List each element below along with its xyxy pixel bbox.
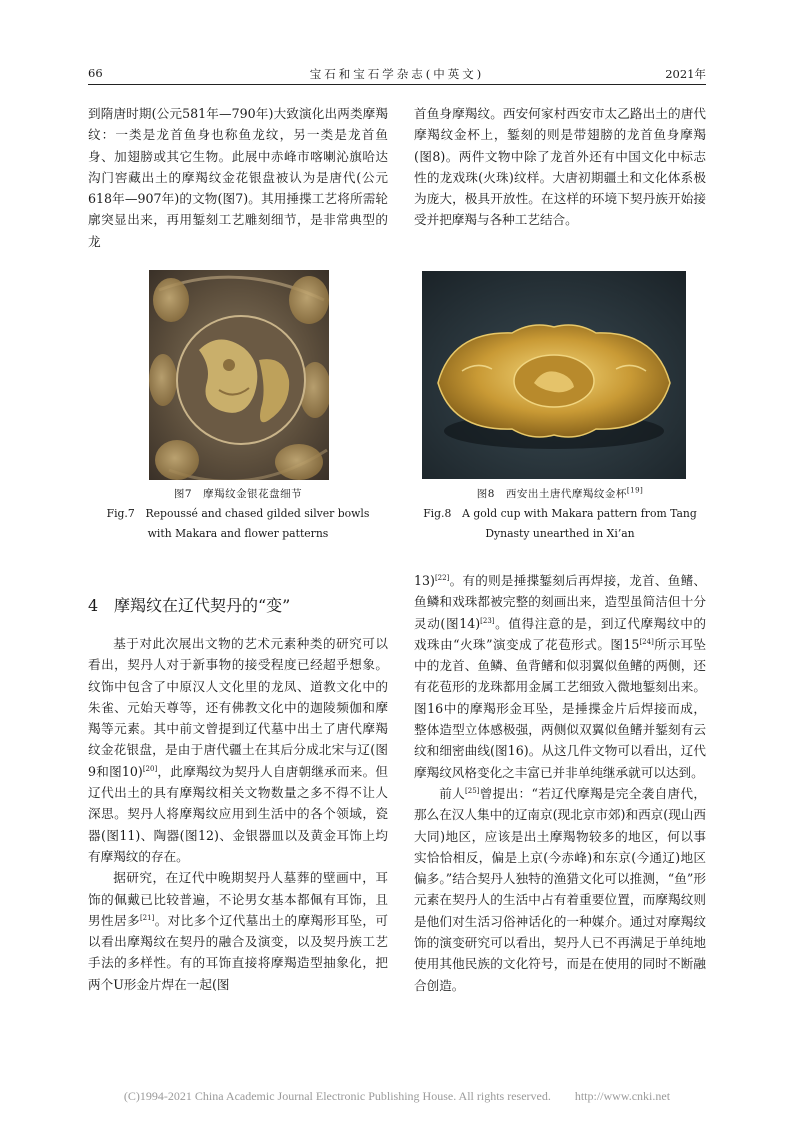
paragraph: 基于对此次展出文物的艺术元素种类的研究可以看出，契丹人对于新事物的接受程度已经超乎想象。纹饰中包含了中原汉人文化里的龙凤、道教文化中的朱雀、元始天尊等，还有佛教文化中的迦陵频伽和摩羯等元素。其中前文曾提到辽代墓中出土了唐代摩羯纹金花银盘，是由于唐代疆土在其后分成北宋与辽(图9和图10)[20]，此摩羯纹为契丹人自唐朝继承而来。但辽代出土的具有摩羯纹相关文物数量之多不得不让人深思。契丹人将摩羯纹应用到生活中的各个领域，瓷器(图11)、陶器(图12)、金银器皿以及黄金耳饰上均有摩羯纹的存在。 [88,636,389,864]
paragraph: 据研究，在辽代中晚期契丹人墓葬的壁画中，耳饰的佩戴已比较普遍，不论男女基本都佩有耳饰，且男性居多[21]。对比多个辽代墓出土的摩羯形耳坠，可以看出摩羯纹在契丹的融合及演变，以及契丹族工艺手法的多样性。有的耳饰直接将摩羯造型抽象化，把两个U形金片焊在一起(图 [88,870,389,992]
gold-cup-illustration [422,271,686,479]
journal-title: 宝石和宝石学杂志(中英文) [309,67,485,81]
paragraph: 前人[25]曾提出：“若辽代摩羯是完全袭自唐代，那么在汉人集中的辽南京(现北京市郊)和西京(现山西大同)地区，应该是出土摩羯物较多的地区，何以事实恰恰相反，偏是上京(今赤峰)和东京(今通辽)地区偏多。”结合契丹人独特的渔猎文化可以推测，“鱼”形元素在契丹人的生活中占有着重要位置，而摩羯纹则是他们对生活习俗神话化的一种媒介。通过对摩羯纹饰的演变研究可以看出，契丹人已不再满足于单纯地使用其他民族的文化符号，而是在使用的同时不断融合创造。 [414,785,706,993]
top-right-column [414,103,706,231]
figure-8-caption [414,484,706,544]
page-number: 66 [88,66,103,80]
lower-left-column [88,633,388,995]
section-heading [88,593,290,616]
paragraph: 到隋唐时期(公元581年—790年)大致演化出两类摩羯纹：一类是龙首鱼身也称鱼龙纹，另一类是龙首鱼身、加翅膀或其它生物。此展中赤峰市喀喇沁旗哈达沟门窖藏出土的摩羯纹金花银盘被认为是唐代(公元618年—907年)的文物(图7)。其用捶揲工艺将所需轮廓突显出来，再用錾刻工艺雕刻细节，是非常典型的龙 [88,106,388,249]
silver-plate-illustration [149,270,329,480]
figure-8-image [422,271,686,479]
publication-year: 2021年 [665,67,706,81]
section-number: 4 [88,596,99,615]
figure-7-caption [88,484,388,544]
paragraph: 13)[22]。有的则是捶揲錾刻后再焊接，龙首、鱼鳍、鱼鳞和戏珠都被完整的刻画出来，造型虽简洁但十分灵动(图14)[23]。值得注意的是，到辽代摩羯纹中的戏珠由“火珠”演变成了花苞形式。图15[24]所示耳坠中的龙首、鱼鳞、鱼背鳍和似羽翼似鱼鳍的两侧，还有花苞形的龙珠都用金属工艺细致入微地錾刻出来。图16中的摩羯形金耳坠，是捶揲金片后焊接而成，整体造型立体感极强，两侧似双翼似鱼鳍并錾刻有云纹和细密曲线(图16)。从这几件文物可以看出，辽代摩羯纹风格变化之丰富已并非单纯继承就可以达到。 [414,573,707,780]
figure-7-caption-en-1: Fig.7 Repoussé and chased gilded silver bowls [106,507,370,520]
paragraph: 首鱼身摩羯纹。西安何家村西安市太乙路出土的唐代摩羯纹金杯上，錾刻的则是带翅膀的龙首鱼身摩羯(图8)。两件文物中除了龙首外还有中国文化中标志性的龙戏珠(火珠)纹样。大唐初期疆土和文化体系极为庞大，极具开放性。在这样的环境下契丹族开始接受并把摩羯与各种工艺结合。 [414,106,706,228]
figure-7-caption-cn: 图7 摩羯纹金银花盘细节 [173,488,303,500]
figure-8-caption-cn: 图8 西安出土唐代摩羯纹金杯[19] [476,486,644,500]
header-rule [88,84,706,85]
lower-right-column [414,570,706,996]
section-title: 摩羯纹在辽代契丹的“变” [114,596,291,615]
figure-7-caption-en-2: with Makara and flower patterns [147,527,329,540]
figure-8-caption-en-2: Dynasty unearthed in Xi’an [485,527,635,540]
copyright-footer: (C)1994-2021 China Academic Journal Electronic Publishing House. All rights reserved. http://www.cnki.net [123,1089,671,1103]
figure-7-image [149,270,329,480]
page-header [88,66,706,84]
figure-8-caption-en-1: Fig.8 A gold cup with Makara pattern from Tang [423,507,697,520]
top-left-column [88,103,388,252]
